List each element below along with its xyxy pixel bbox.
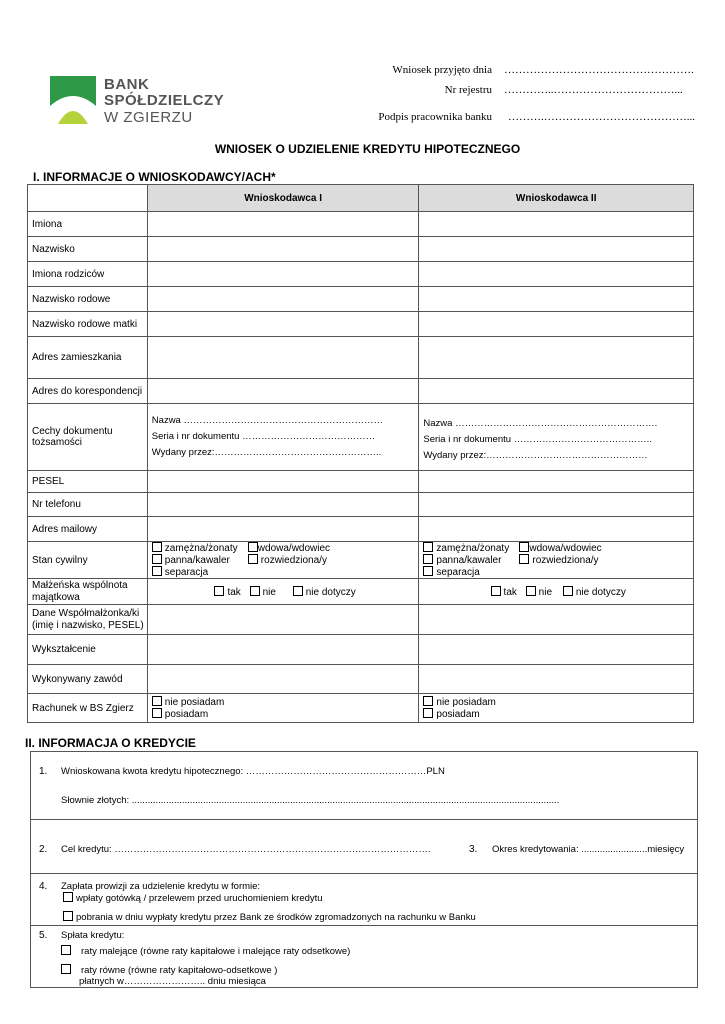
mail-1-field[interactable] [147,517,419,542]
zawod-2-field[interactable] [419,665,694,694]
doc1-wydany: Wydany przez:…………………………………………….. [151,447,382,458]
checkbox-tak-1[interactable] [214,586,224,596]
nie-dotyczy-1-label: nie dotyczy [305,586,356,598]
item4-option2[interactable] [63,911,476,923]
document-1-cell[interactable] [147,404,419,471]
posiadam-1-label: posiadam [164,709,209,720]
received-date-label: Wniosek przyjęto dnia [392,64,492,76]
checkbox-item4-opt2[interactable] [63,911,73,921]
row-label-imiona-rodzicow: Imiona rodziców [28,262,148,287]
posiadam-2-label: posiadam [436,709,480,720]
nazwisko-matki-1-field[interactable] [147,312,419,337]
adres-kor-2-field[interactable] [419,379,694,404]
cechy-label-line1: Cechy dokumentu [32,426,113,437]
item3-period-field[interactable]: Okres kredytowania: .........................miesięcy [492,844,685,855]
doc1-seria: Seria i nr dokumentu …………………………………… [151,431,376,442]
panna-1-label: panna/kawaler [164,555,230,566]
pesel-1-field[interactable] [147,471,419,493]
checkbox-zamezna-2[interactable] [423,542,433,552]
checkbox-nie-dotyczy-2[interactable] [563,586,573,596]
separacja-2-label: separacja [436,567,480,578]
item4-number: 4. [39,881,48,892]
row-label-imiona: Imiona [28,212,148,237]
checkbox-nie-dotyczy-1[interactable] [293,586,303,596]
divider-2 [31,873,697,874]
checkbox-item4-opt1[interactable] [63,892,73,902]
section2-heading: II. INFORMACJA O KREDYCIE [25,736,196,750]
malz-1-cell [147,579,419,605]
checkbox-wdowa-1[interactable] [248,542,258,552]
checkbox-nie-posiadam-1[interactable] [152,696,162,706]
nie-2-label: nie [538,586,553,598]
panna-2-label: panna/kawaler [436,555,502,566]
telefon-2-field[interactable] [419,493,694,517]
nazwisko-rodowe-1-field[interactable] [147,287,419,312]
received-date-field[interactable]: ……………………………………………. [504,64,694,76]
rachunek-1-cell [147,694,419,723]
item5-option1[interactable] [61,945,350,957]
credit-info-box [30,751,698,988]
section1-heading: I. INFORMACJE O WNIOSKODAWCY/ACH* [33,170,276,184]
item1-amount-field[interactable]: Wnioskowana kwota kredytu hipotecznego: …………………………………………………PLN [61,766,445,777]
checkbox-wdowa-2[interactable] [519,542,529,552]
checkbox-nie-posiadam-2[interactable] [423,696,433,706]
dane-label-line2: (imię i nazwisko, PESEL) [32,619,144,631]
nie-posiadam-2-label: nie posiadam [436,697,496,708]
wdowa-1-label: wdowa/wdowiec [257,543,331,554]
item3-number: 3. [469,844,478,855]
row-label-dane [28,605,148,635]
row-label-cechy [28,404,148,471]
adres-2-field[interactable] [419,337,694,379]
row-label-nazwisko: Nazwisko [28,237,148,262]
logo-line1: BANK [104,76,150,93]
adres-kor-1-field[interactable] [147,379,419,404]
item1-number: 1. [39,766,48,777]
document-2-cell[interactable] [419,404,694,471]
imiona-1-field[interactable] [147,212,419,237]
tak-2-label: tak [503,586,517,598]
nie-posiadam-1-label: nie posiadam [164,697,225,708]
doc2-wydany: Wydany przez:…………………………………………… [423,450,648,461]
zawod-1-field[interactable] [147,665,419,694]
telefon-1-field[interactable] [147,493,419,517]
nazwisko-2-field[interactable] [419,237,694,262]
imiona-rodzicow-2-field[interactable] [419,262,694,287]
malz-label-line1: Małżeńska wspólnota [32,579,128,591]
item4-opt2-label: pobrania w dniu wypłaty kredytu przez Bank ze środków zgromadzonych na rachunku w Banku [76,912,476,923]
item1-words-field[interactable]: Słownie złotych: .................................................................................................................................................................. [61,795,560,806]
dane-1-field[interactable] [147,605,419,635]
stan-1-cell [147,542,419,579]
checkbox-zamezna-1[interactable] [152,542,162,552]
stan-2-cell [419,542,694,579]
rozwiedziona-1-label: rozwiedziona/y [260,555,327,566]
item5-text: Spłata kredytu: [61,930,125,941]
nie-dotyczy-2-label: nie dotyczy [575,586,626,598]
applicant1-header: Wnioskodawca I [147,185,419,212]
checkbox-separacja-2[interactable] [423,566,433,576]
bank-logo [50,76,230,128]
signature-label: Podpis pracownika banku [378,111,492,123]
rachunek-2-cell [419,694,694,723]
rozwiedziona-2-label: rozwiedziona/y [532,555,599,566]
checkbox-posiadam-2[interactable] [423,708,433,718]
checkbox-panna-2[interactable] [423,554,433,564]
logo-line2: SPÓŁDZIELCZY [104,92,225,109]
dane-label-line1: Dane Współmałżonka/ki [32,607,140,619]
register-number-label: Nr rejestru [444,84,492,96]
checkbox-posiadam-1[interactable] [152,708,162,718]
malz-label-line2: majątkowa [32,591,80,603]
item5-number: 5. [39,930,48,941]
pesel-2-field[interactable] [419,471,694,493]
mail-2-field[interactable] [419,517,694,542]
item5-opt2-label: raty równe (równe raty kapitałowo-odsetkowe ) [81,965,278,976]
dane-2-field[interactable] [419,605,694,635]
zamezna-2-label: zamężna/żonaty [436,543,510,554]
item5-day-field[interactable]: płatnych w…………………….. dniu miesiąca [79,976,266,987]
checkbox-item5-opt1[interactable] [61,945,71,955]
separacja-1-label: separacja [164,567,209,578]
item5-option2[interactable] [61,964,277,976]
logo-icon [50,76,96,124]
wdowa-2-label: wdowa/wdowiec [529,543,602,554]
item2-purpose-field[interactable]: Cel kredytu: ………………………………………………………………………………………. [61,844,431,855]
tak-1-label: tak [227,586,241,598]
item4-opt1-label: wpłaty gotówką / przelewem przed uruchomieniem kredytu [76,893,323,904]
doc1-nazwa: Nazwa ……………………………………………………… [151,415,383,426]
adres-1-field[interactable] [147,337,419,379]
document-title: WNIOSEK O UDZIELENIE KREDYTU HIPOTECZNEGO [214,142,521,156]
checkbox-panna-1[interactable] [152,554,162,564]
nazwisko-matki-2-field[interactable] [419,312,694,337]
item4-option1[interactable] [63,892,323,904]
checkbox-nie-1[interactable] [250,586,260,596]
register-number-field[interactable]: …………..……………………………... [504,84,683,96]
imiona-2-field[interactable] [419,212,694,237]
checkbox-separacja-1[interactable] [152,566,162,576]
wyksztalcenie-1-field[interactable] [147,635,419,665]
item5-opt1-label: raty malejące (równe raty kapitałowe i malejące raty odsetkowe) [81,946,351,957]
checkbox-nie-2[interactable] [526,586,536,596]
signature-field[interactable]: ……….…………………………………... [508,111,695,123]
row-label-telefon: Nr telefonu [28,493,148,517]
checkbox-rozwiedziona-1[interactable] [248,554,258,564]
applicant-table [27,184,694,723]
row-label-pesel: PESEL [28,471,148,493]
checkbox-rozwiedziona-2[interactable] [519,554,529,564]
nazwisko-rodowe-2-field[interactable] [419,287,694,312]
item2-number: 2. [39,844,48,855]
row-label-malz [28,579,148,605]
row-label-adres-kor: Adres do korespondencji [28,379,148,404]
row-label-adres: Adres zamieszkania [28,337,148,379]
malz-2-cell [419,579,694,605]
row-label-mail: Adres mailowy [28,517,148,542]
checkbox-tak-2[interactable] [491,586,501,596]
row-label-nazwisko-matki: Nazwisko rodowe matki [28,312,148,337]
zamezna-1-label: zamężna/żonaty [164,543,238,554]
divider-3 [31,925,697,926]
doc2-seria: Seria i nr dokumentu …………………………………….. [423,434,652,445]
row-label-zawod: Wykonywany zawód [28,665,148,694]
nie-1-label: nie [262,586,276,598]
row-label-wyksztalcenie: Wykształcenie [28,635,148,665]
empty-header [28,185,148,212]
wyksztalcenie-2-field[interactable] [419,635,694,665]
doc2-nazwa: Nazwa ………………………………………………………. [423,418,658,429]
row-label-stan: Stan cywilny [28,542,148,579]
logo-line3: W ZGIERZU [104,109,193,126]
cechy-label-line2: tożsamości [32,437,83,448]
nazwisko-1-field[interactable] [147,237,419,262]
row-label-nazwisko-rodowe: Nazwisko rodowe [28,287,148,312]
applicant2-header: Wnioskodawca II [419,185,694,212]
imiona-rodzicow-1-field[interactable] [147,262,419,287]
row-label-rachunek: Rachunek w BS Zgierz [28,694,148,723]
item4-text: Zapłata prowizji za udzielenie kredytu w formie: [61,881,261,892]
divider-1 [31,819,697,820]
checkbox-item5-opt2[interactable] [61,964,71,974]
